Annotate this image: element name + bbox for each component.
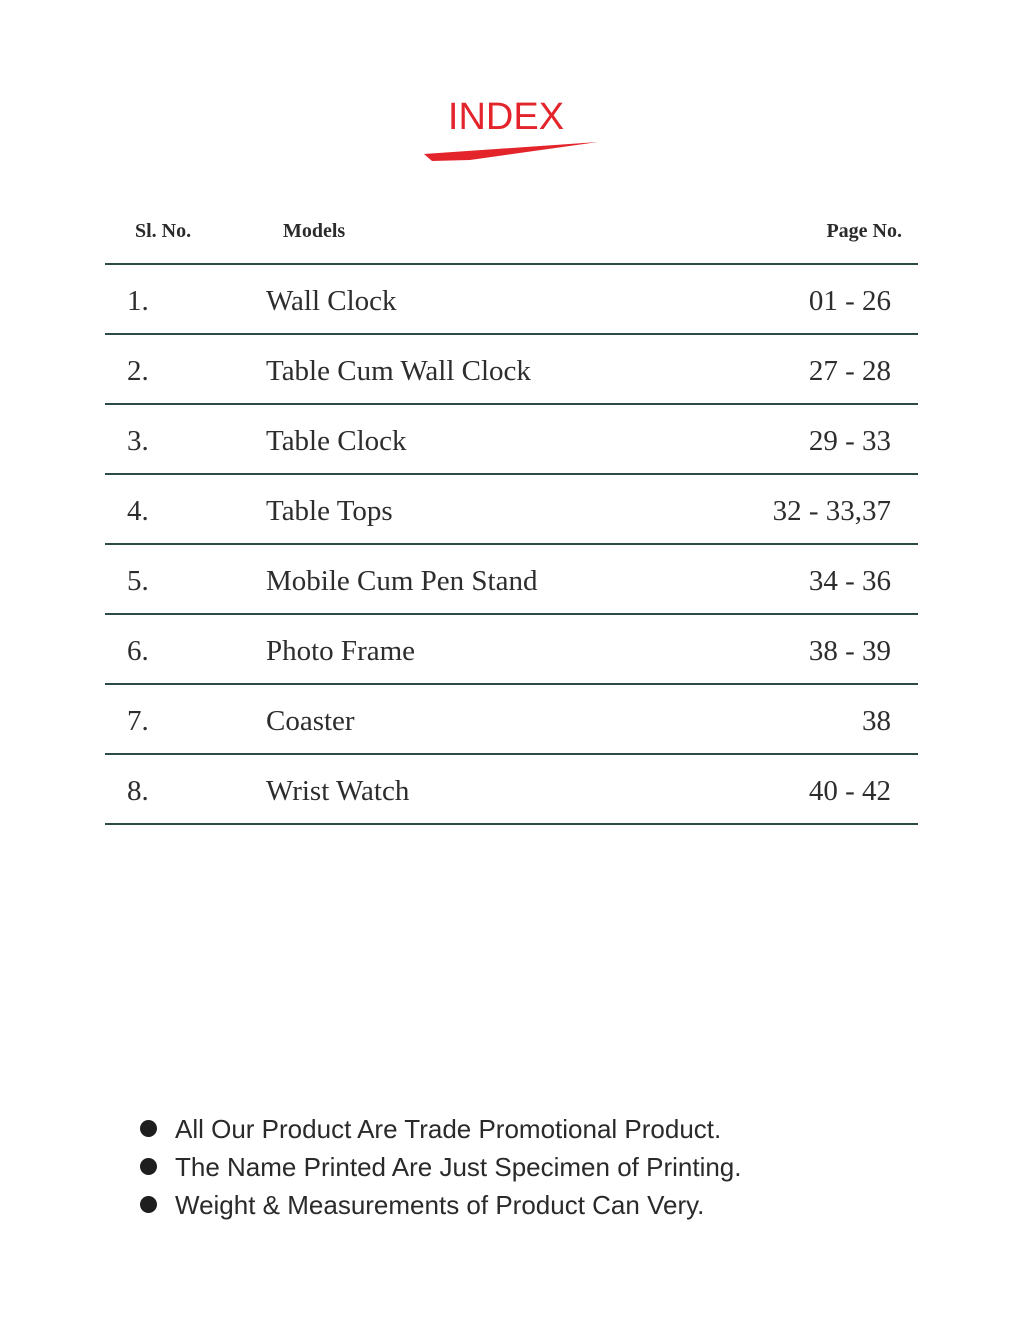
- row-model: Table Tops: [266, 495, 393, 527]
- row-sl-no: 7.: [127, 705, 149, 737]
- row-page-range: 29 - 33: [808, 425, 891, 457]
- row-page-range: 40 - 42: [808, 775, 891, 807]
- bullet-icon: [140, 1196, 157, 1213]
- row-sl-no: 8.: [127, 775, 149, 807]
- page-title: INDEX: [447, 96, 565, 138]
- row-model: Table Cum Wall Clock: [266, 355, 531, 387]
- row-sl-no: 5.: [127, 565, 149, 597]
- column-header-sl-no: Sl. No.: [135, 220, 192, 242]
- row-model: Wall Clock: [266, 285, 397, 317]
- table-row: [105, 543, 918, 613]
- list-item: [138, 1112, 742, 1150]
- table-row: [105, 403, 918, 473]
- row-sl-no: 6.: [127, 635, 149, 667]
- row-page-range: 38: [862, 705, 891, 737]
- column-header-page-no: Page No.: [826, 220, 902, 242]
- row-page-range: 32 - 33,37: [772, 495, 891, 527]
- note-text: All Our Product Are Trade Promotional Product.: [175, 1114, 722, 1144]
- table-row: [105, 613, 918, 683]
- table-row: [105, 333, 918, 403]
- row-model: Coaster: [266, 705, 355, 737]
- note-text: Weight & Measurements of Product Can Very.: [175, 1190, 705, 1220]
- row-page-range: 27 - 28: [808, 355, 891, 387]
- bullet-icon: [140, 1120, 157, 1137]
- column-header-models: Models: [283, 220, 346, 242]
- index-table: [105, 263, 918, 825]
- list-item: [138, 1188, 742, 1226]
- row-model: Photo Frame: [266, 635, 416, 667]
- notes-list: [138, 1112, 742, 1226]
- row-page-range: 34 - 36: [808, 565, 891, 597]
- title-swoosh-decoration: [420, 138, 605, 166]
- table-row: [105, 263, 918, 333]
- table-header: [105, 220, 918, 250]
- list-item: [138, 1150, 742, 1188]
- table-row: [105, 683, 918, 753]
- row-page-range: 01 - 26: [808, 285, 891, 317]
- row-sl-no: 2.: [127, 355, 149, 387]
- row-model: Table Clock: [266, 425, 407, 457]
- row-model: Wrist Watch: [266, 775, 410, 807]
- note-text: The Name Printed Are Just Specimen of Printing.: [175, 1152, 742, 1182]
- row-sl-no: 3.: [127, 425, 149, 457]
- row-page-range: 38 - 39: [808, 635, 891, 667]
- row-sl-no: 1.: [127, 285, 149, 317]
- bullet-icon: [140, 1158, 157, 1175]
- row-sl-no: 4.: [127, 495, 149, 527]
- row-model: Mobile Cum Pen Stand: [266, 565, 538, 597]
- table-row: [105, 473, 918, 543]
- table-row: [105, 753, 918, 825]
